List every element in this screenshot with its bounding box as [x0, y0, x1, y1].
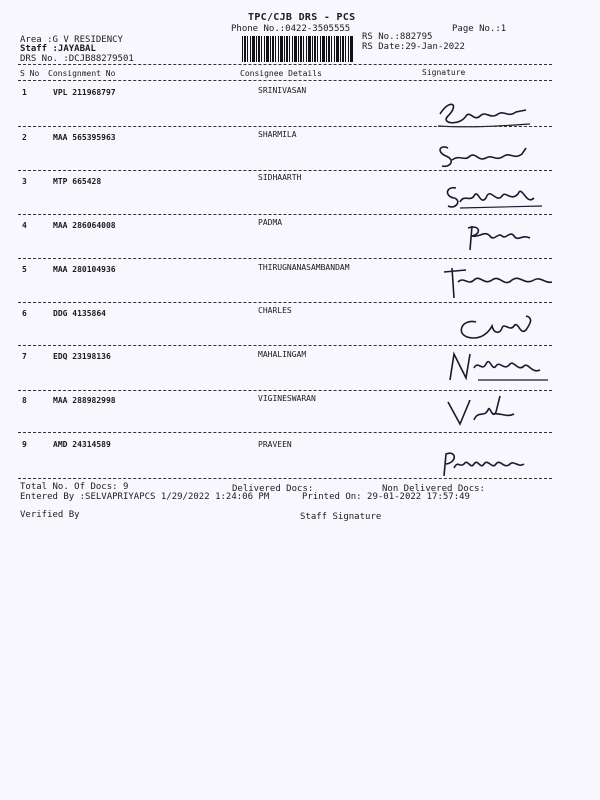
signature-image — [430, 442, 560, 482]
row-divider — [18, 302, 552, 303]
barcode — [242, 36, 354, 62]
consignee-name: CHARLES — [258, 306, 292, 315]
column-consignee: Consignee Details — [240, 69, 322, 78]
rs-number: RS No.:882795 — [362, 32, 433, 42]
signature-image — [430, 216, 560, 256]
non-delivered-docs: Non Delivered Docs: — [382, 484, 485, 494]
consignee-name: VIGINESWARAN — [258, 394, 316, 403]
signature-image — [430, 308, 560, 348]
consignee-name: SIDHAARTH — [258, 173, 302, 182]
row-number: 5 — [22, 265, 27, 274]
row-divider — [18, 478, 552, 479]
row-divider — [18, 214, 552, 215]
consignee-name: SRINIVASAN — [258, 86, 307, 95]
area-field: Area :G V RESIDENCY — [20, 35, 123, 45]
consignment-number: MTP 665428 — [53, 177, 102, 186]
row-number: 9 — [22, 440, 27, 449]
column-consignment: Consignment No — [48, 69, 116, 78]
consignee-name: PRAVEEN — [258, 440, 292, 449]
verified-by-label: Verified By — [20, 510, 80, 520]
printed-on: Printed On: 29-01-2022 17:57:49 — [302, 492, 470, 502]
column-sno: S No — [20, 69, 40, 78]
row-divider — [18, 432, 552, 433]
consignee-name: MAHALINGAM — [258, 350, 307, 359]
header-bottom-divider — [18, 80, 552, 81]
consignee-name: PADMA — [258, 218, 283, 227]
signature-image — [430, 262, 560, 302]
row-divider — [18, 170, 552, 171]
column-signature: Signature — [422, 68, 466, 77]
staff-field: Staff :JAYABAL — [20, 44, 96, 54]
consignment-number: AMD 24314589 — [53, 440, 111, 449]
consignee-name: THIRUGNANASAMBANDAM — [258, 263, 350, 272]
row-number: 4 — [22, 221, 27, 230]
consignment-number: MAA 286064008 — [53, 221, 116, 230]
consignment-number: VPL 211968797 — [53, 88, 116, 97]
total-docs: Total No. Of Docs: 9 — [20, 482, 129, 492]
staff-signature-label: Staff Signature — [300, 512, 382, 522]
entered-by: Entered By :SELVAPRIYAPCS 1/29/2022 1:24:06 PM — [20, 492, 270, 502]
signature-image — [430, 138, 560, 178]
consignee-name: SHARMILA — [258, 130, 297, 139]
signature-image — [430, 96, 560, 136]
row-number: 3 — [22, 177, 27, 186]
signature-image — [430, 346, 560, 386]
consignment-number: EDQ 23198136 — [53, 352, 111, 361]
document-title: TPC/CJB DRS - PCS — [248, 12, 356, 23]
row-number: 2 — [22, 133, 27, 142]
row-number: 6 — [22, 309, 27, 318]
row-number: 8 — [22, 396, 27, 405]
row-divider — [18, 258, 552, 259]
drs-number: DRS No. :DCJB88279501 — [20, 54, 134, 64]
row-divider — [18, 126, 552, 127]
consignment-number: DDG 4135864 — [53, 309, 106, 318]
phone-number: Phone No.:0422-3505555 — [231, 24, 351, 34]
rs-date: RS Date:29-Jan-2022 — [362, 42, 465, 52]
row-number: 7 — [22, 352, 27, 361]
consignment-number: MAA 288982998 — [53, 396, 116, 405]
header-top-divider — [18, 64, 552, 65]
page-number: Page No.:1 — [452, 24, 507, 34]
row-number: 1 — [22, 88, 27, 97]
consignment-number: MAA 565395963 — [53, 133, 116, 142]
signature-image — [430, 176, 560, 216]
delivered-docs: Delivered Docs: — [232, 484, 314, 494]
consignment-number: MAA 280104936 — [53, 265, 116, 274]
signature-image — [430, 390, 560, 430]
